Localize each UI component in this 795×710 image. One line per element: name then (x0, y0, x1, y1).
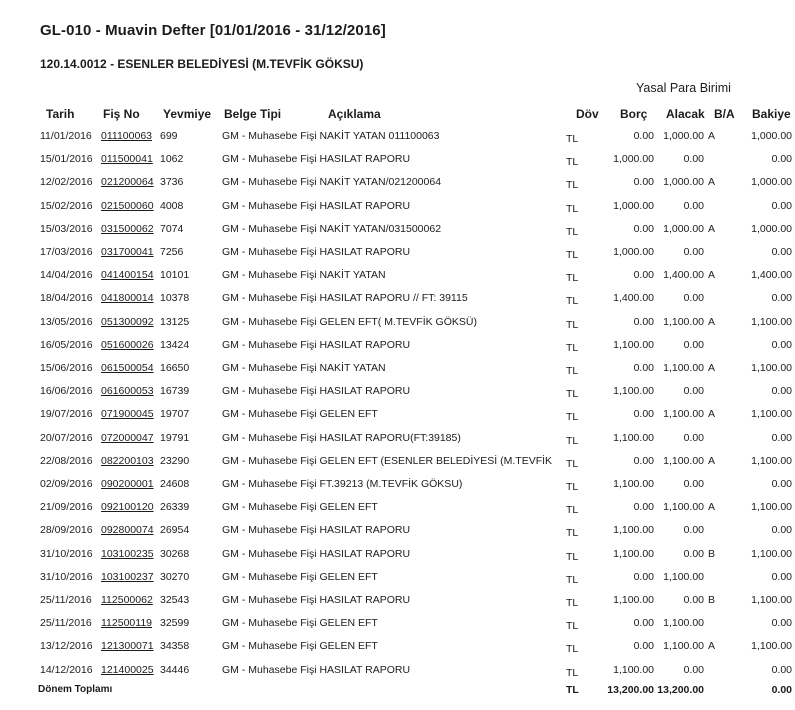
table-row (0, 339, 795, 361)
cell-aciklama: GM - Muhasebe Fişi GELEN EFT (222, 570, 378, 583)
cell-bakiye: 1,100.00 (751, 315, 792, 328)
table-row (0, 362, 795, 384)
cell-tarih: 14/12/2016 (40, 663, 93, 676)
cell-yevmiye: 34358 (160, 640, 190, 653)
cell-aciklama: GM - Muhasebe Fişi NAKİT YATAN (222, 362, 386, 374)
cell-dov: TL (566, 481, 579, 493)
cell-ba: B (708, 594, 716, 606)
cell-bakiye: 0.00 (771, 153, 792, 166)
cell-yevmiye: 7256 (160, 246, 184, 258)
cell-alacak: 1,100.00 (663, 617, 704, 630)
header-belge-tipi: Belge Tipi (224, 107, 282, 121)
header-tarih: Tarih (46, 107, 75, 121)
cell-alacak: 0.00 (683, 292, 704, 305)
cell-fis-no: 051300092 (101, 315, 154, 328)
cell-dov: TL (566, 341, 579, 354)
cell-aciklama: GM - Muhasebe Fişi NAKİT YATAN (222, 269, 386, 282)
cell-dov: TL (566, 573, 579, 586)
cell-fis-no: 103100237 (101, 570, 154, 583)
cell-yevmiye: 19707 (160, 408, 190, 421)
cell-aciklama: GM - Muhasebe Fişi NAKİT YATAN 011100063 (222, 130, 440, 142)
table-row (0, 130, 795, 152)
cell-ba: A (708, 501, 716, 514)
cell-dov: TL (566, 272, 579, 285)
cell-dov: TL (566, 295, 579, 308)
header-aciklama: Açıklama (328, 107, 381, 121)
table-row (0, 432, 795, 454)
cell-bakiye: 1,100.00 (751, 640, 792, 653)
period-total-row (0, 684, 795, 706)
cell-tarih: 15/06/2016 (40, 362, 93, 374)
cell-yevmiye: 26339 (160, 501, 190, 514)
cell-aciklama: GM - Muhasebe Fişi GELEN EFT (222, 617, 378, 630)
cell-aciklama: GM - Muhasebe Fişi HASILAT RAPORU (222, 594, 411, 606)
cell-borc: 0.00 (633, 362, 654, 374)
cell-tarih: 20/07/2016 (40, 431, 93, 444)
cell-dov: TL (566, 133, 579, 145)
cell-dov: TL (566, 225, 579, 238)
cell-yevmiye: 16739 (160, 385, 190, 398)
cell-yevmiye: 24608 (160, 478, 190, 490)
cell-borc: 1,100.00 (613, 547, 654, 560)
cell-borc: 0.00 (633, 176, 654, 189)
cell-yevmiye: 13424 (160, 338, 190, 351)
table-row (0, 548, 795, 570)
cell-tarih: 18/04/2016 (40, 292, 93, 305)
cell-yevmiye: 699 (160, 130, 178, 142)
cell-borc: 1,100.00 (613, 431, 654, 444)
cell-alacak: 0.00 (683, 478, 704, 490)
table-row (0, 316, 795, 338)
cell-yevmiye: 7074 (160, 222, 184, 235)
cell-bakiye: 1,100.00 (751, 547, 792, 560)
currency-group-header: Yasal Para Birimi (636, 81, 731, 95)
cell-alacak: 1,000.00 (663, 130, 704, 142)
cell-alacak: 1,400.00 (663, 269, 704, 282)
cell-aciklama: GM - Muhasebe Fişi NAKİT YATAN/021200064 (222, 176, 442, 189)
cell-borc: 0.00 (633, 315, 654, 328)
total-borc: 13,200.00 (607, 684, 654, 696)
cell-bakiye: 0.00 (771, 524, 792, 537)
cell-fis-no: 011500041 (101, 153, 153, 166)
cell-fis-no: 112500062 (101, 594, 153, 606)
cell-borc: 0.00 (633, 408, 654, 421)
cell-tarih: 15/02/2016 (40, 199, 93, 212)
cell-alacak: 0.00 (683, 246, 704, 258)
cell-borc: 1,100.00 (613, 385, 654, 398)
cell-tarih: 28/09/2016 (40, 524, 93, 537)
cell-borc: 1,000.00 (613, 153, 654, 166)
cell-tarih: 25/11/2016 (40, 594, 92, 606)
cell-fis-no: 072000047 (101, 431, 154, 444)
header-yevmiye: Yevmiye (163, 107, 212, 121)
cell-dov: TL (566, 643, 579, 656)
cell-yevmiye: 19791 (160, 431, 190, 444)
cell-aciklama: GM - Muhasebe Fişi HASILAT RAPORU (222, 153, 411, 166)
cell-dov: TL (566, 411, 579, 424)
cell-aciklama: GM - Muhasebe Fişi HASILAT RAPORU(FT:39185) (222, 431, 461, 444)
cell-fis-no: 121300071 (101, 640, 154, 653)
cell-alacak: 1,100.00 (663, 454, 704, 467)
cell-yevmiye: 30268 (160, 547, 190, 560)
table-row (0, 664, 795, 686)
cell-dov: TL (566, 550, 579, 563)
cell-aciklama: GM - Muhasebe Fişi FT.39213 (M.TEVFİK GÖKSU) (222, 478, 463, 490)
cell-borc: 0.00 (633, 454, 654, 467)
report-title: GL-010 - Muavin Defter [01/01/2016 - 31/12/2016] (40, 22, 386, 39)
cell-alacak: 1,100.00 (663, 501, 704, 514)
cell-fis-no: 041400154 (101, 269, 154, 282)
cell-aciklama: GM - Muhasebe Fişi HASILAT RAPORU // FT: 39115 (222, 292, 468, 305)
cell-fis-no: 092100120 (101, 501, 154, 514)
cell-yevmiye: 4008 (160, 199, 184, 212)
cell-ba: A (708, 454, 716, 467)
header-dov: Döv (576, 107, 599, 121)
table-row (0, 478, 795, 500)
cell-alacak: 0.00 (683, 663, 704, 676)
cell-aciklama: GM - Muhasebe Fişi HASILAT RAPORU (222, 524, 411, 537)
cell-bakiye: 1,000.00 (751, 176, 792, 189)
table-row (0, 640, 795, 662)
cell-fis-no: 021500060 (101, 199, 154, 212)
cell-bakiye: 0.00 (771, 478, 792, 490)
cell-fis-no: 090200001 (101, 478, 154, 490)
cell-alacak: 0.00 (683, 524, 704, 537)
cell-tarih: 16/05/2016 (40, 338, 93, 351)
cell-yevmiye: 23290 (160, 454, 190, 467)
total-alacak: 13,200.00 (657, 684, 704, 696)
cell-fis-no: 082200103 (101, 454, 154, 467)
cell-fis-no: 092800074 (101, 524, 154, 537)
cell-yevmiye: 13125 (160, 315, 190, 328)
cell-dov: TL (566, 179, 579, 192)
cell-aciklama: GM - Muhasebe Fişi HASILAT RAPORU (222, 547, 411, 560)
cell-fis-no: 051600026 (101, 338, 154, 351)
header-fis-no: Fiş No (103, 107, 140, 121)
cell-borc: 0.00 (633, 617, 654, 630)
cell-dov: TL (566, 318, 579, 331)
cell-dov: TL (566, 504, 579, 517)
total-bakiye: 0.00 (771, 684, 792, 696)
total-label: Dönem Toplamı (38, 684, 113, 695)
cell-bakiye: 1,100.00 (751, 454, 792, 467)
cell-bakiye: 1,400.00 (751, 269, 792, 282)
cell-alacak: 1,000.00 (663, 222, 704, 235)
cell-bakiye: 1,100.00 (751, 362, 792, 374)
table-row (0, 200, 795, 222)
cell-alacak: 1,100.00 (663, 408, 704, 421)
cell-fis-no: 041800014 (101, 292, 154, 305)
cell-aciklama: GM - Muhasebe Fişi HASILAT RAPORU (222, 385, 411, 398)
cell-dov: TL (566, 620, 579, 633)
cell-alacak: 0.00 (683, 153, 704, 166)
table-row (0, 617, 795, 639)
cell-tarih: 13/12/2016 (40, 640, 93, 653)
cell-borc: 1,100.00 (613, 338, 654, 351)
cell-ba: A (708, 315, 716, 328)
cell-ba: A (708, 130, 716, 142)
cell-fis-no: 021200064 (101, 176, 154, 189)
cell-dov: TL (566, 597, 579, 609)
cell-alacak: 0.00 (683, 385, 704, 398)
cell-ba: B (708, 547, 716, 560)
cell-yevmiye: 1062 (160, 153, 184, 166)
header-alacak: Alacak (666, 107, 705, 121)
cell-tarih: 11/01/2016 (40, 130, 92, 142)
cell-dov: TL (566, 527, 579, 540)
cell-dov: TL (566, 457, 579, 470)
cell-bakiye: 1,100.00 (751, 594, 792, 606)
cell-yevmiye: 3736 (160, 176, 184, 189)
cell-borc: 0.00 (633, 501, 654, 514)
cell-borc: 0.00 (633, 640, 654, 653)
table-row (0, 292, 795, 314)
cell-tarih: 12/02/2016 (40, 176, 93, 189)
cell-aciklama: GM - Muhasebe Fişi GELEN EFT (222, 408, 378, 421)
cell-fis-no: 031500062 (101, 222, 154, 235)
cell-dov: TL (566, 202, 579, 215)
cell-fis-no: 061500054 (101, 362, 154, 374)
cell-dov: TL (566, 156, 579, 169)
cell-borc: 1,000.00 (613, 199, 654, 212)
cell-aciklama: GM - Muhasebe Fişi HASILAT RAPORU (222, 199, 411, 212)
cell-tarih: 15/01/2016 (40, 153, 93, 166)
cell-bakiye: 0.00 (771, 663, 792, 676)
total-dov: TL (566, 684, 579, 696)
cell-yevmiye: 34446 (160, 663, 190, 676)
cell-tarih: 21/09/2016 (40, 501, 93, 514)
cell-borc: 0.00 (633, 269, 654, 282)
cell-bakiye: 1,100.00 (751, 501, 792, 514)
cell-ba: A (708, 269, 716, 282)
cell-alacak: 0.00 (683, 431, 704, 444)
cell-aciklama: GM - Muhasebe Fişi HASILAT RAPORU (222, 338, 411, 351)
table-row (0, 223, 795, 245)
cell-alacak: 1,100.00 (663, 362, 704, 374)
cell-alacak: 0.00 (683, 338, 704, 351)
cell-tarih: 16/06/2016 (40, 385, 93, 398)
header-bakiye: Bakiye (752, 107, 791, 121)
cell-yevmiye: 26954 (160, 524, 190, 537)
cell-bakiye: 0.00 (771, 617, 792, 630)
cell-yevmiye: 16650 (160, 362, 190, 374)
table-row (0, 408, 795, 430)
cell-borc: 1,100.00 (613, 594, 654, 606)
cell-borc: 0.00 (633, 570, 654, 583)
cell-alacak: 0.00 (683, 594, 704, 606)
cell-aciklama: GM - Muhasebe Fişi GELEN EFT (222, 640, 378, 653)
cell-ba: A (708, 222, 716, 235)
cell-fis-no: 121400025 (101, 663, 154, 676)
account-title: 120.14.0012 - ESENLER BELEDİYESİ (M.TEVFİK GÖKSU) (40, 57, 364, 71)
cell-alacak: 0.00 (683, 547, 704, 560)
cell-fis-no: 031700041 (101, 246, 154, 258)
cell-tarih: 19/07/2016 (40, 408, 93, 421)
table-row (0, 455, 795, 477)
cell-bakiye: 1,000.00 (751, 222, 792, 235)
cell-bakiye: 0.00 (771, 570, 792, 583)
cell-aciklama: GM - Muhasebe Fişi NAKİT YATAN/031500062 (222, 222, 442, 235)
cell-borc: 1,100.00 (613, 478, 654, 490)
cell-yevmiye: 10101 (160, 269, 190, 282)
cell-alacak: 1,000.00 (663, 176, 704, 189)
cell-tarih: 13/05/2016 (40, 315, 93, 328)
cell-dov: TL (566, 365, 579, 377)
table-row (0, 176, 795, 198)
cell-borc: 1,100.00 (613, 524, 654, 537)
cell-borc: 0.00 (633, 222, 654, 235)
cell-tarih: 25/11/2016 (40, 617, 92, 630)
cell-bakiye: 0.00 (771, 292, 792, 305)
cell-bakiye: 1,100.00 (751, 408, 792, 421)
cell-alacak: 1,100.00 (663, 315, 704, 328)
cell-dov: TL (566, 434, 579, 447)
cell-ba: A (708, 640, 716, 653)
cell-bakiye: 0.00 (771, 199, 792, 212)
cell-fis-no: 071900045 (101, 408, 154, 421)
cell-tarih: 02/09/2016 (40, 478, 93, 490)
cell-tarih: 17/03/2016 (40, 246, 93, 258)
cell-yevmiye: 10378 (160, 292, 190, 305)
table-row (0, 594, 795, 616)
cell-aciklama: GM - Muhasebe Fişi HASILAT RAPORU (222, 663, 411, 676)
header-borc: Borç (620, 107, 648, 121)
cell-tarih: 15/03/2016 (40, 222, 93, 235)
cell-yevmiye: 32543 (160, 594, 190, 606)
cell-alacak: 1,100.00 (663, 570, 704, 583)
cell-aciklama: GM - Muhasebe Fişi GELEN EFT( M.TEVFİK GÖKSÜ) (222, 315, 477, 328)
table-row (0, 571, 795, 593)
cell-alacak: 0.00 (683, 199, 704, 212)
cell-ba: A (708, 362, 716, 374)
cell-bakiye: 0.00 (771, 246, 792, 258)
cell-borc: 0.00 (633, 130, 654, 142)
cell-yevmiye: 30270 (160, 570, 190, 583)
cell-tarih: 22/08/2016 (40, 454, 93, 467)
cell-fis-no: 061600053 (101, 385, 154, 398)
cell-aciklama: GM - Muhasebe Fişi GELEN EFT (ESENLER BELEDİYESİ (M.TEVFİK (222, 454, 553, 467)
table-row (0, 524, 795, 546)
cell-tarih: 31/10/2016 (40, 570, 93, 583)
cell-bakiye: 0.00 (771, 385, 792, 398)
table-row (0, 501, 795, 523)
cell-dov: TL (566, 249, 579, 261)
cell-borc: 1,100.00 (613, 663, 654, 676)
cell-dov: TL (566, 388, 579, 401)
cell-alacak: 1,100.00 (663, 640, 704, 653)
cell-fis-no: 112500119 (101, 617, 152, 630)
table-row (0, 385, 795, 407)
cell-bakiye: 0.00 (771, 431, 792, 444)
cell-tarih: 14/04/2016 (40, 269, 93, 282)
cell-aciklama: GM - Muhasebe Fişi HASILAT RAPORU (222, 246, 411, 258)
table-row (0, 153, 795, 175)
cell-yevmiye: 32599 (160, 617, 190, 630)
table-row (0, 246, 795, 268)
table-row (0, 269, 795, 291)
cell-aciklama: GM - Muhasebe Fişi GELEN EFT (222, 501, 378, 514)
cell-borc: 1,000.00 (613, 246, 654, 258)
cell-bakiye: 0.00 (771, 338, 792, 351)
cell-fis-no: 011100063 (101, 130, 152, 142)
cell-dov: TL (566, 666, 579, 679)
cell-tarih: 31/10/2016 (40, 547, 93, 560)
cell-borc: 1,400.00 (613, 292, 654, 305)
cell-ba: A (708, 176, 716, 189)
cell-ba: A (708, 408, 716, 421)
cell-bakiye: 1,000.00 (751, 130, 792, 142)
cell-fis-no: 103100235 (101, 547, 154, 560)
header-ba: B/A (714, 107, 735, 121)
